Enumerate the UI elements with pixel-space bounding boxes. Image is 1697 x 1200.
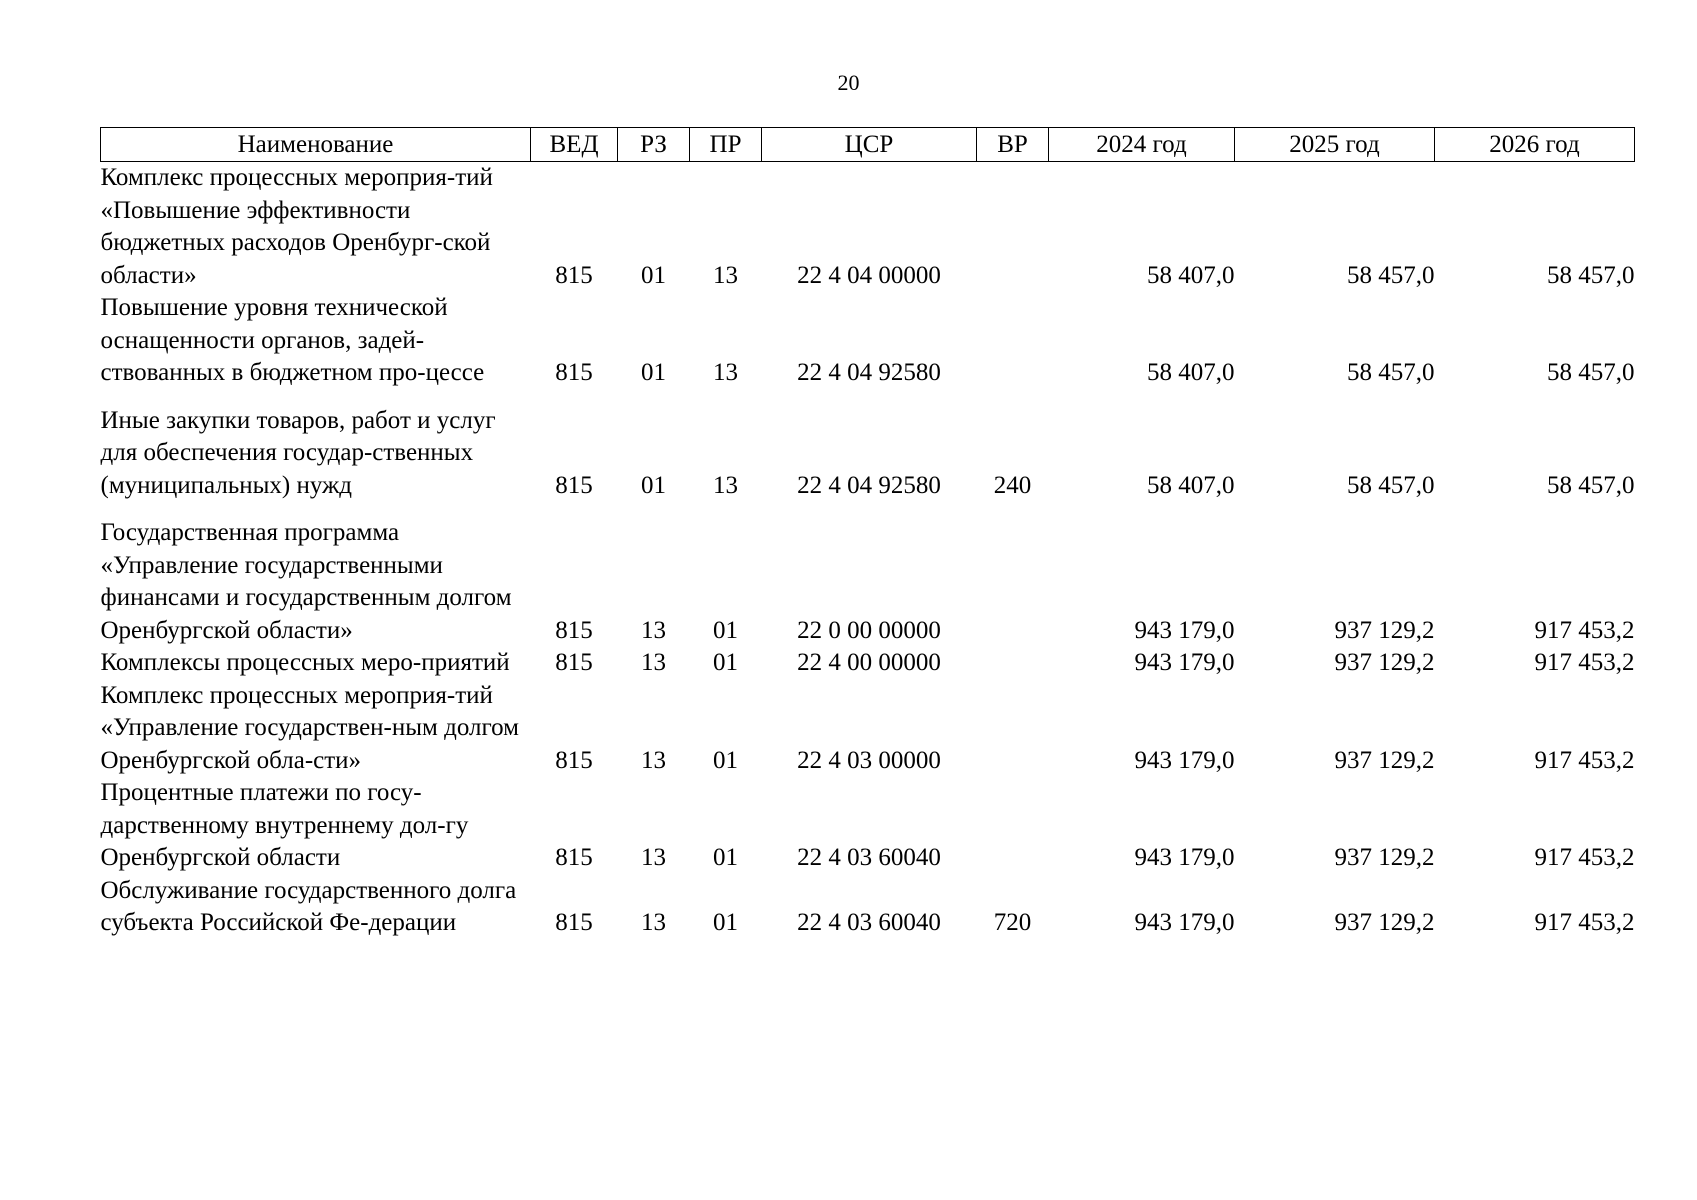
row-rz: 01 <box>641 471 666 499</box>
row-2024: 58 407,0 <box>1147 359 1235 386</box>
row-rz: 13 <box>641 649 666 676</box>
row-2025: 937 129,2 <box>1334 909 1435 936</box>
row-2025: 58 457,0 <box>1347 261 1435 289</box>
table-row <box>101 680 1635 778</box>
header-row <box>101 128 1635 162</box>
row-csr: 22 4 04 92580 <box>797 471 941 499</box>
row-pr: 13 <box>713 471 738 499</box>
header-pr: ПР <box>690 128 762 162</box>
budget-table <box>100 127 1635 940</box>
row-name: Государственная программа «Управление государственными финансами и государственным долгом Оренбургской области» <box>100 519 512 644</box>
row-vr <box>977 777 1049 875</box>
row-ved: 815 <box>555 844 593 871</box>
row-2026: 917 453,2 <box>1534 616 1635 644</box>
row-name: Иные закупки товаров, работ и услуг для обеспечения государ-ственных (муниципальных) нужд <box>100 406 496 499</box>
row-vr <box>977 647 1049 680</box>
header-csr: ЦСР <box>762 128 977 162</box>
row-ved: 815 <box>555 746 593 774</box>
table-row <box>101 647 1635 680</box>
row-2026: 58 457,0 <box>1547 359 1635 386</box>
header-rz: РЗ <box>618 128 690 162</box>
row-rz: 13 <box>641 746 666 774</box>
row-2026: 917 453,2 <box>1534 649 1635 676</box>
row-name: Процентные платежи по госу-дарственному внутреннему дол-гу Оренбургской области <box>100 779 469 871</box>
row-rz: 01 <box>641 261 666 289</box>
row-csr: 22 4 03 00000 <box>797 746 941 774</box>
row-name: Обслуживание государственного долга субъекта Российской Фе-дерации <box>100 876 517 936</box>
row-csr: 22 4 00 00000 <box>797 649 941 676</box>
row-2026: 58 457,0 <box>1547 261 1635 289</box>
row-vr <box>977 680 1049 778</box>
row-ved: 815 <box>555 616 593 644</box>
header-name: Наименование <box>101 128 531 162</box>
row-pr: 01 <box>713 649 738 676</box>
row-2024: 943 179,0 <box>1134 616 1235 644</box>
table-body <box>101 162 1635 940</box>
row-ved: 815 <box>555 359 593 386</box>
table-row <box>101 292 1635 405</box>
table-row <box>101 162 1635 293</box>
row-name: Повышение уровня технической оснащенности органов, задей-ствованных в бюджетном про-цессе <box>100 294 485 386</box>
row-name: Комплекс процессных мероприя-тий «Управление государствен-ным долгом Оренбургской обла-сти» <box>100 681 519 774</box>
row-name: Комплексы процессных меро-приятий <box>100 649 510 676</box>
row-2025: 58 457,0 <box>1347 471 1435 499</box>
row-ved: 815 <box>555 649 593 676</box>
row-2024: 943 179,0 <box>1134 649 1235 676</box>
row-vr <box>977 162 1049 293</box>
row-pr: 13 <box>713 359 738 386</box>
header-2025: 2025 год <box>1235 128 1435 162</box>
row-vr <box>977 517 1049 647</box>
row-name: Комплекс процессных мероприя-тий «Повышение эффективности бюджетных расходов Оренбург-ской области» <box>100 164 493 289</box>
row-2025: 937 129,2 <box>1334 616 1435 644</box>
row-ved: 815 <box>555 909 593 936</box>
row-2024: 58 407,0 <box>1147 261 1235 289</box>
table-row <box>101 517 1635 647</box>
table-row <box>101 777 1635 875</box>
row-rz: 01 <box>641 359 666 386</box>
row-rz: 13 <box>641 616 666 644</box>
row-vr <box>977 292 1049 405</box>
row-2024: 58 407,0 <box>1147 471 1235 499</box>
table-row <box>101 875 1635 940</box>
table-header <box>101 128 1635 162</box>
row-csr: 22 4 04 00000 <box>797 261 941 289</box>
row-2025: 937 129,2 <box>1334 649 1435 676</box>
header-2026: 2026 год <box>1435 128 1635 162</box>
header-vr: ВР <box>977 128 1049 162</box>
row-rz: 13 <box>641 909 666 936</box>
row-csr: 22 4 04 92580 <box>797 359 941 386</box>
row-2026: 917 453,2 <box>1534 844 1635 871</box>
table-row <box>101 405 1635 518</box>
row-ved: 815 <box>555 261 593 289</box>
row-csr: 22 4 03 60040 <box>797 909 941 936</box>
row-2024: 943 179,0 <box>1134 844 1235 871</box>
row-2026: 917 453,2 <box>1534 746 1635 774</box>
row-vr: 240 <box>993 471 1032 499</box>
row-2024: 943 179,0 <box>1134 909 1235 936</box>
row-pr: 13 <box>713 261 738 289</box>
row-pr: 01 <box>713 616 738 644</box>
row-ved: 815 <box>555 471 593 499</box>
header-ved: ВЕД <box>531 128 618 162</box>
row-2024: 943 179,0 <box>1134 746 1235 774</box>
row-2026: 917 453,2 <box>1534 909 1635 936</box>
row-csr: 22 4 03 60040 <box>797 844 941 871</box>
page-number: 20 <box>837 70 860 95</box>
row-pr: 01 <box>713 844 738 871</box>
row-pr: 01 <box>713 746 738 774</box>
row-2025: 58 457,0 <box>1347 359 1435 386</box>
row-2026: 58 457,0 <box>1547 471 1635 499</box>
row-2025: 937 129,2 <box>1334 746 1435 774</box>
row-rz: 13 <box>641 844 666 871</box>
row-vr: 720 <box>993 909 1032 936</box>
row-2025: 937 129,2 <box>1334 844 1435 871</box>
row-pr: 01 <box>713 909 738 936</box>
header-2024: 2024 год <box>1049 128 1235 162</box>
row-csr: 22 0 00 00000 <box>797 616 941 644</box>
